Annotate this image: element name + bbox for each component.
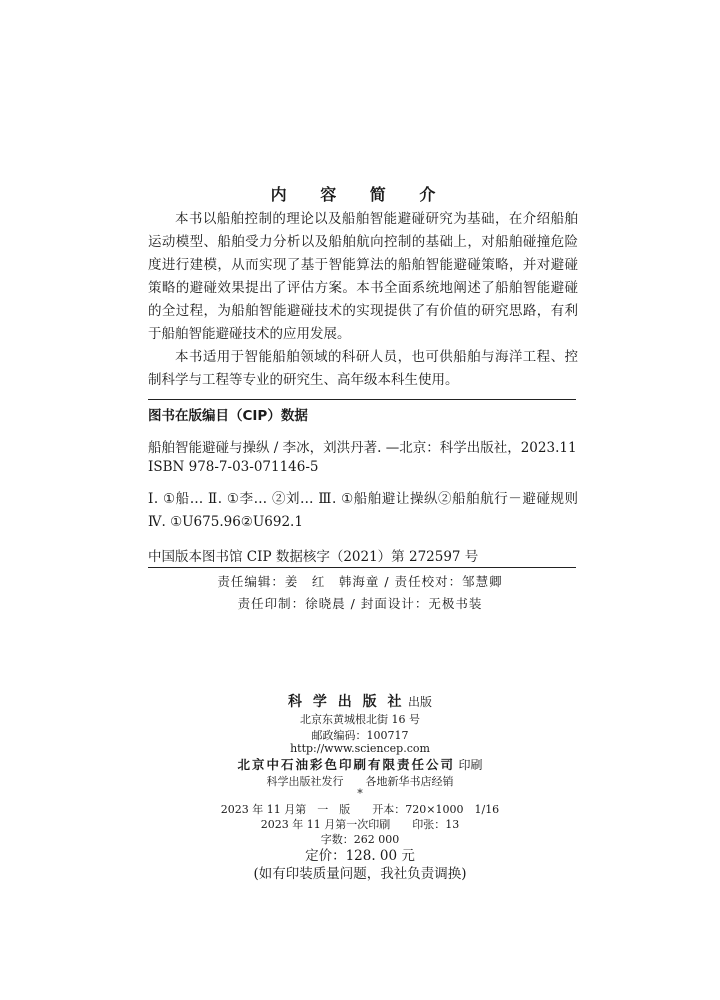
edition-line: 2023 年 11 月第 一 版 开本：720×1000 1/16	[220, 803, 500, 816]
staff-line-2: 责任印制：徐晓晨 / 封面设计：无极书装	[237, 596, 483, 611]
publisher-line	[0, 691, 720, 711]
cip-top-rule	[148, 399, 576, 400]
publisher-suffix: 出版	[407, 695, 432, 709]
cip-record-number: 中国版本图书馆 CIP 数据核字（2021）第 272597 号	[148, 549, 479, 565]
printing-line: 2023 年 11 月第一次印刷 印张：13	[260, 818, 460, 831]
printer-line	[0, 755, 720, 773]
cip-classification: Ⅰ. ①船… Ⅱ. ①李… ②刘… Ⅲ. ①船舶避让操纵②船舶航行－避碰规则 Ⅳ. ①U675.96②U692.1	[148, 491, 578, 530]
price-line: 定价：128. 00 元	[305, 848, 415, 864]
cip-bottom-rule	[148, 567, 576, 568]
summary-section	[148, 208, 578, 392]
cip-isbn: ISBN 978-7-03-071146-5	[148, 459, 319, 475]
printer-suffix: 印刷	[458, 758, 483, 772]
publisher-address: 北京东黄城根北街 16 号	[300, 713, 420, 726]
summary-paragraph-1: 本书以船舶控制的理论以及船舶智能避碰研究为基础，在介绍船舶运动模型、船舶受力分析以及船舶航向控制的基础上，对船舶碰撞危险度进行建模，从而实现了基于智能算法的船舶智能避碰策略，并对避碰策略的避碰效果提出了评估方案。本书全面系统地阐述了船舶智能避碰的全过程，为船舶智能避碰技术的实现提供了有价值的研究思路，有利于船舶智能避碰技术的应用发展。	[148, 211, 578, 342]
cip-heading: 图书在版编目（CIP）数据	[148, 408, 308, 424]
publisher-postcode: 邮政编码：100717	[311, 729, 409, 742]
wordcount-line: 字数：262 000	[320, 833, 400, 846]
publisher-url: http://www.sciencep.com	[290, 742, 430, 755]
staff-line-1: 责任编辑：姜 红 韩海童 / 责任校对：邹慧卿	[217, 574, 503, 589]
cip-title-line: 船舶智能避碰与操纵 / 李冰，刘洪丹著. —北京：科学出版社，2023.11	[148, 440, 577, 456]
separator-star: *	[357, 787, 363, 800]
summary-paragraph-2: 本书适用于智能船舶领域的科研人员，也可供船舶与海洋工程、控制科学与工程等专业的研究生、高年级本科生使用。	[148, 349, 578, 388]
printer-name: 北京中石油彩色印刷有限责任公司	[237, 757, 455, 772]
publisher-name: 科 学 出 版 社	[287, 694, 405, 710]
page-title: 内 容 简 介	[270, 185, 450, 204]
quality-note: (如有印装质量问题，我社负责调换)	[253, 866, 467, 882]
distribution-line: 科学出版社发行 各地新华书店经销	[266, 775, 454, 788]
